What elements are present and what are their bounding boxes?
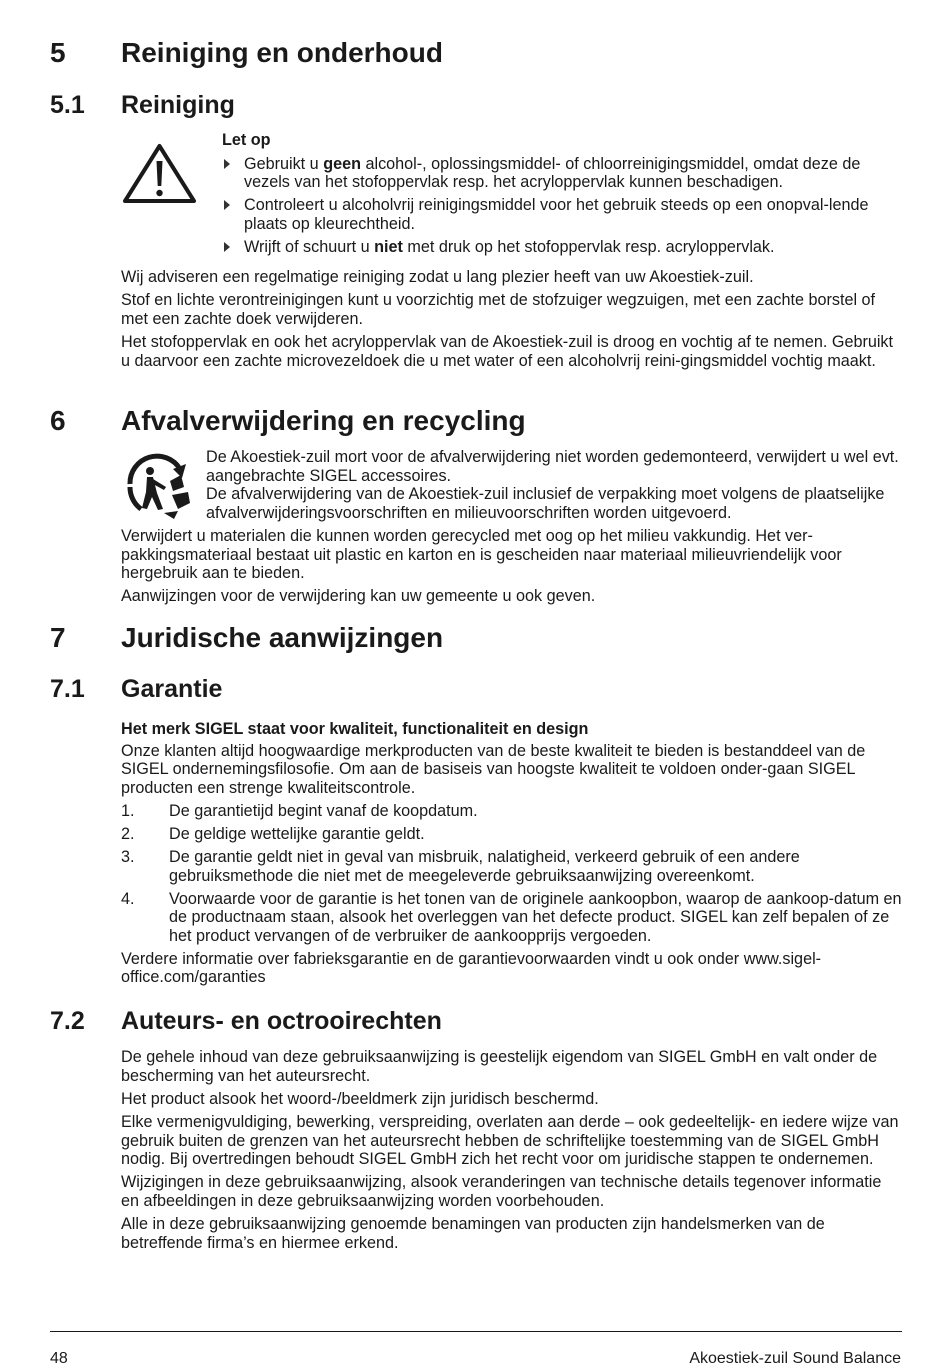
section-6-number: 6	[50, 405, 66, 436]
paragraph: Elke vermenigvuldiging, bewerking, verspreiding, overlaten aan derde – ook gedeeltelijk- en iedere wijze van gebruik buiten de grenzen van het auteursrecht hebben de schriftelijke toestemming van de SIGEL GmbH nodig. Bij overtredingen behoudt SIGEL GmbH zich het recht voor om juridische stappen te ondernemen.	[121, 1112, 899, 1169]
list-item: 2. De geldige wettelijke garantie geldt.	[121, 824, 425, 843]
paragraph: Aanwijzingen voor de verwijdering kan uw gemeente u ook geven.	[121, 587, 596, 606]
list-item: 1. De garantietijd begint vanaf de koopdatum.	[121, 801, 478, 820]
paragraph: Wijzigingen in deze gebruiksaanwijzing, alsook veranderingen van technische details tegenover informatie en afbeeldingen in deze gebruiksaanwijzing worden voorbehouden.	[121, 1173, 882, 1210]
section-7-2-number: 7.2	[50, 1007, 85, 1035]
paragraph: Het stofoppervlak en ook het acryloppervlak van de Akoestiek-zuil is droog en vochtig af te nemen. Gebruikt u daarvoor een zachte microvezeldoek die u met water of een alcoholvrij reini-gingsmiddel vochtig maakt.	[121, 332, 894, 370]
paragraph: Stof en lichte verontreinigingen kunt u voorzichtig met de stofzuiger wegzuigen, met een zachte borstel of met een zachte doek verwijderen.	[121, 291, 876, 328]
section-5-number: 5	[50, 37, 66, 68]
page-number: 48	[50, 1350, 68, 1367]
paragraph: De Akoestiek-zuil mort voor de afvalverwijdering niet worden gedemonteerd, verwijdert u wel evt. aangebrachte SIGEL accessoires.	[206, 448, 899, 485]
section-5-title: Reiniging en onderhoud	[121, 37, 443, 68]
list-item: 4. Voorwaarde voor de garantie is het tonen van de originele aankoopbon, waarop de aankoop-datum en de productnaam staan, alsook het overleggen van het defecte product. SIGEL kan zelf bepalen of ze het product vervangen of de verbruiker de aankoopprijs vergoeden.	[121, 889, 902, 945]
caution-note-title: Let op	[222, 131, 271, 149]
paragraph: Verwijdert u materialen die kunnen worden gerecycled met oog op het milieu vakkundig. Het ver-pakkingsmateriaal bestaat uit plastic en karton en is gescheiden naar materiaal milieuvriendelijk voor hergebruik aan te bieden.	[121, 527, 842, 583]
disposal-paragraphs	[121, 527, 903, 611]
paragraph: De gehele inhoud van deze gebruiksaanwijzing is geestelijk eigendom van SIGEL GmbH en valt onder de bescherming van het auteursrecht.	[121, 1048, 878, 1085]
paragraph: De afvalverwijdering van de Akoestiek-zuil inclusief de verpakking moet volgens de plaatselijke afvalverwijderingsvoorschriften en milieuvoorschriften worden uitgevoerd.	[206, 485, 885, 522]
paragraph: Het product alsook het woord-/beeldmerk zijn juridisch beschermd.	[121, 1089, 599, 1108]
list-item: 3. De garantie geldt niet in geval van misbruik, nalatigheid, verkeerd gebruik of een andere gebruiksmethode die niet met de meegeleverde gebruiksaanwijzing overeenkomt.	[121, 847, 800, 885]
cleaning-paragraphs	[121, 268, 903, 375]
paragraph: Verdere informatie over fabrieksgarantie en de garantievoorwaarden vindt u ook onder www.sigel-office.com/garanties	[121, 949, 822, 987]
bullet-triangle-icon	[224, 242, 230, 252]
footer-product-name: Akoestiek-zuil Sound Balance	[689, 1350, 901, 1367]
section-7-number: 7	[50, 622, 66, 653]
weee-recycling-icon	[120, 447, 196, 521]
caution-bullet: Controleert u alcoholvrij reinigingsmiddel voor het gebruik steeds op een onopval-lende plaats op kleurechtheid.	[222, 196, 904, 233]
caution-note	[222, 131, 904, 261]
paragraph: Onze klanten altijd hoogwaardige merkproducten van de beste kwaliteit te bieden is bestanddeel van de SIGEL ondernemingsfilosofie. Om aan de basiseis van hoogste kwaliteit te voldoen onder-gaan SIGEL producten een strenge kwaliteitscontrole.	[121, 741, 866, 797]
warranty-content	[121, 720, 903, 991]
warranty-subtitle: Het merk SIGEL staat voor kwaliteit, functionaliteit en design	[121, 720, 589, 738]
section-5-1-number: 5.1	[50, 91, 85, 119]
caution-bullet: Wrijft of schuurt u niet met druk op het stofoppervlak resp. acryloppervlak.	[222, 238, 904, 257]
paragraph: Wij adviseren een regelmatige reiniging zodat u lang plezier heeft van uw Akoestiek-zuil.	[121, 268, 754, 286]
caution-bullet: Gebruikt u geen alcohol-, oplossingsmiddel- of chloorreinigingsmiddel, omdat deze de vezels van het stofoppervlak resp. het acryloppervlak kunnen beschadigen.	[222, 155, 904, 192]
bullet-triangle-icon	[224, 200, 230, 210]
section-7-title: Juridische aanwijzingen	[121, 622, 444, 653]
section-7-2-title: Auteurs- en octrooirechten	[121, 1007, 442, 1035]
copyright-paragraphs	[121, 1048, 903, 1257]
section-6-title: Afvalverwijdering en recycling	[121, 405, 526, 436]
warning-triangle-icon	[122, 143, 197, 205]
section-7-1-number: 7.1	[50, 675, 85, 703]
disposal-icon-text	[206, 448, 900, 522]
section-5-1-title: Reiniging	[121, 91, 235, 119]
footer-divider	[50, 1331, 902, 1332]
paragraph: Alle in deze gebruiksaanwijzing genoemde benamingen van producten zijn handelsmerken van de betreffende firma’s en hiermee erkend.	[121, 1215, 825, 1252]
section-7-1-title: Garantie	[121, 675, 223, 703]
bullet-triangle-icon	[224, 159, 230, 169]
